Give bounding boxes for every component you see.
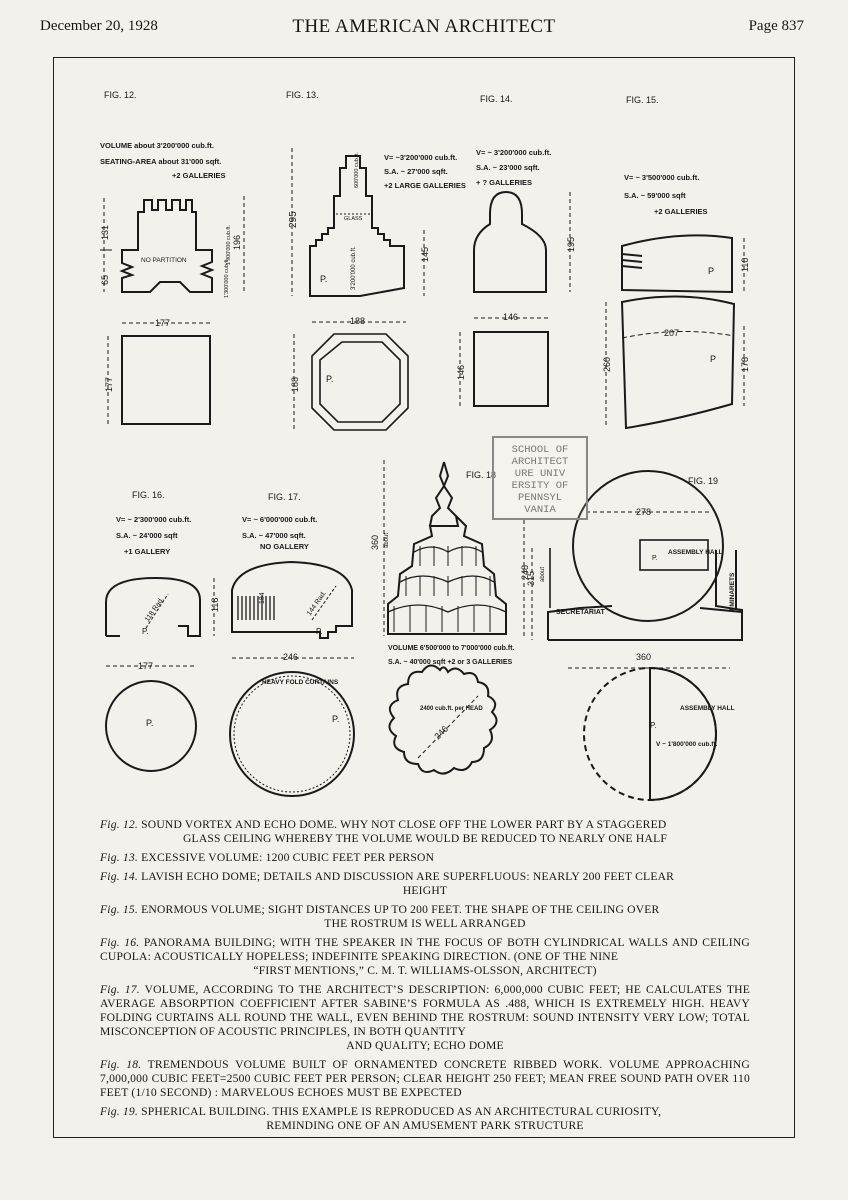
caption-fig12 [100, 818, 750, 846]
fig17-v: V= ~ 6'000'000 cub.ft. [242, 515, 318, 524]
stamp-line: VANIA [524, 504, 556, 516]
fig17-dim-246: 246 [283, 652, 299, 662]
fig19-p: P. [652, 555, 658, 562]
stamp-line: URE UNIV [514, 468, 566, 480]
fig13-vol-lower: 3'200'000 cub.ft. [351, 246, 357, 290]
fig12-dim-177-side: 177 [104, 376, 114, 392]
fig15-dim-207: 207 [664, 328, 680, 338]
fig13-glass: GLASS [344, 216, 363, 222]
fig15-section [622, 235, 732, 292]
caption-text: LAVISH ECHO DOME; DETAILS AND DISCUSSION ARE SUPERFLUOUS: NEARLY 200 FEET CLEAR [141, 870, 675, 883]
fig16-radius: 118 Rad. [143, 596, 166, 624]
fig12-seating: SEATING-AREA about 31'000 sqft. [100, 157, 222, 166]
fig12-volume: VOLUME about 3'200'000 cub.ft. [100, 141, 215, 150]
fig17-label: FIG. 17. [268, 492, 301, 502]
fig19-dim-315: 315 [526, 570, 536, 586]
fig19-hall2: ASSEMBLY HALL [680, 705, 735, 712]
fig14-galleries: + ? GALLERIES [476, 178, 533, 187]
fig12-label: FIG. 12. [104, 90, 137, 100]
caption-text: ENORMOUS VOLUME; SIGHT DISTANCES UP TO 200 FEET. THE SHAPE OF THE CEILING OVER [141, 903, 660, 916]
fig18-dim-246: 246 [432, 723, 451, 742]
fig19-p-plan: P. [650, 721, 657, 730]
caption-label: Fig. 15. [100, 903, 138, 916]
caption-label: Fig. 19. [100, 1105, 138, 1118]
fig16-v: V= ~ 2'300'000 cub.ft. [116, 515, 192, 524]
caption-fig18 [100, 1058, 750, 1100]
caption-fig19 [100, 1105, 750, 1133]
fig12-vol-upper: 1'900'000 cub.ft. [226, 224, 232, 265]
fig17-dim-184: 184 [259, 592, 266, 604]
header-date: December 20, 1928 [40, 18, 158, 34]
fig15-sa: S.A. ~ 59'000 sqft [624, 191, 686, 200]
page-number: Page 837 [748, 18, 804, 34]
fig15 [602, 95, 750, 428]
fig14-plan [474, 332, 548, 406]
caption-fig14 [100, 870, 750, 898]
fig12-dim-131: 131 [100, 224, 110, 240]
caption-label: Fig. 14. [100, 870, 138, 883]
fig19-v: V ~ 1'800'000 cub.ft. [656, 741, 718, 748]
fig12-dim-65: 65 [100, 274, 110, 285]
journal-title: THE AMERICAN ARCHITECT [292, 16, 556, 37]
fig15-dim-110: 110 [740, 257, 750, 272]
fig19-label: FIG. 19 [688, 476, 719, 486]
fig13-galleries: +2 LARGE GALLERIES [384, 181, 466, 190]
fig12-vol-lower: 1'300'000 cub.ft. [224, 257, 230, 298]
caption-label: Fig. 13. [100, 851, 138, 864]
fig13-p-plan: P. [326, 374, 334, 384]
fig12-galleries: +2 GALLERIES [172, 171, 226, 180]
fig15-dim-178: 178 [740, 356, 750, 372]
fig19-base [548, 550, 742, 640]
fig14-v: V= ~ 3'200'000 cub.ft. [476, 148, 552, 157]
fig15-label: FIG. 15. [626, 95, 659, 105]
fig16-dim-118: 118 [210, 597, 220, 612]
stamp-line: ERSITY OF [511, 480, 569, 492]
fig19 [526, 471, 742, 800]
fig16-galleries: +1 GALLERY [124, 547, 171, 556]
fig14-dim-146-top: 146 [503, 312, 519, 322]
caption-label: Fig. 17. [100, 983, 140, 996]
caption-text: VOLUME, ACCORDING TO THE ARCHITECT’S DESCRIPTION: 6,000,000 CUBIC FEET; HE CALCULATES THE AVERAGE ABSORPTION COEFFICIENT AFTER SABINE’S FORMULA AS .488, WHICH IS EXTREMELY HIGH. HEAVY FOLDING CURTAINS ALL ROUND THE WALL, EVEN BEHIND THE ROSTRUM: SOUND INTENSITY VERY LOW; TOTAL MISCONCEPTION OF ACOUSTIC PRINCIPLES, IN BOTH QUANTITY [100, 983, 751, 1038]
fig16-p-section: P. [142, 627, 149, 636]
fig16-p-plan: P. [146, 718, 154, 728]
fig13-dim-188-side: 188 [290, 376, 300, 392]
caption-last-line: AND QUALITY; ECHO DOME [346, 1039, 504, 1052]
fig18-per-head: 2400 cub.ft. per HEAD [420, 706, 483, 712]
caption-text: SOUND VORTEX AND ECHO DOME. WHY NOT CLOSE OFF THE LOWER PART BY A STAGGERED [141, 818, 667, 831]
caption-last-line: “FIRST MENTIONS,” C. M. T. WILLIAMS-OLSSON, ARCHITECT) [253, 964, 597, 977]
fig15-v: V= ~ 3'500'000 cub.ft. [624, 173, 700, 182]
caption-fig16 [100, 936, 750, 978]
fig16 [106, 490, 220, 771]
fig12-dim-196: 196 [232, 234, 242, 250]
fig17-p-section: P. [316, 627, 323, 636]
caption-label: Fig. 16. [100, 936, 140, 949]
fig12-plan [122, 336, 210, 424]
fig15-galleries: +2 GALLERIES [654, 207, 708, 216]
caption-text: TREMENDOUS VOLUME BUILT OF ORNAMENTED CONCRETE RIBBED WORK. VOLUME APPROACHING 7,000,000 CUBIC FEET=2500 CUBIC FEET PER PERSON; CLEAR HEIGHT 250 FEET; MEAN FREE SOUND PATH OVER 110 FEET (1/10 SECOND) : MARVELOUS ECHOES MUST BE EXPECTED [100, 1058, 750, 1099]
caption-text: PANORAMA BUILDING; WITH THE SPEAKER IN THE FOCUS OF BOTH CYLINDRICAL WALLS AND CEILING CUPOLA: ACOUSTICALLY HOPELESS; INDEFINITE SPEAKING DIRECTION. (ONE OF THE NINE [100, 936, 750, 963]
caption-last-line: THE ROSTRUM IS WELL ARRANGED [324, 917, 526, 930]
fig18-sa: S.A. ~ 40'000 sqft +2 or 3 GALLERIES [388, 659, 513, 666]
fig19-dim-360: 360 [636, 652, 652, 662]
fig16-sa: S.A. ~ 24'000 sqft [116, 531, 178, 540]
stamp-line: PENNSYL [517, 492, 563, 504]
fig19-hall: ASSEMBLY HALL [668, 549, 723, 556]
fig12 [100, 90, 244, 424]
fig18-dim-360: 360 [370, 534, 380, 550]
fig17-sa: S.A. ~ 47'000 sqft. [242, 531, 306, 540]
fig12-partition: NO PARTITION [141, 257, 187, 264]
fig13-dim-188-top: 188 [350, 316, 366, 326]
fig17-galleries: NO GALLERY [260, 542, 309, 551]
stamp-line: SCHOOL OF [511, 444, 569, 456]
fig15-p-plan: P [710, 354, 717, 364]
fig19-minarets: 4 MINARETS [729, 572, 736, 612]
fig18-about: about [384, 532, 390, 548]
fig17 [230, 492, 354, 796]
fig14-sa: S.A. ~ 23'000 sqft. [476, 163, 540, 172]
caption-last-line: REMINDING ONE OF AN AMUSEMENT PARK STRUCTURE [266, 1119, 584, 1132]
library-stamp [492, 436, 588, 520]
caption-fig13 [100, 851, 750, 865]
caption-text: SPHERICAL BUILDING. THIS EXAMPLE IS REPRODUCED AS AN ARCHITECTURAL CURIOSITY, [141, 1105, 662, 1118]
fig19-about: about [540, 566, 546, 582]
fig13-vol-upper: 600'000 cub.ft. [354, 152, 360, 188]
fig15-plan [622, 296, 734, 428]
fig13-p-section: P. [320, 274, 328, 284]
fig14 [456, 94, 576, 406]
fig18-dim-248: 248 [520, 564, 530, 580]
fig13-sa: S.A. ~ 27'000 sqft. [384, 167, 448, 176]
fig15-dim-260: 260 [602, 356, 612, 372]
fig19-secretariat: SECRETARIAT [556, 609, 605, 616]
fig15-p-section: P [708, 266, 715, 276]
fig13-v: V= ~3'200'000 cub.ft. [384, 153, 458, 162]
fig18-volume: VOLUME 6'500'000 to 7'000'000 cub.ft. [388, 645, 515, 652]
stamp-line: ARCHITECT [511, 456, 569, 468]
fig19-dim-278: 278 [636, 507, 652, 517]
fig17-curtains: HEAVY FOLD CURTAINS [262, 679, 339, 686]
caption-list [100, 818, 750, 1138]
fig14-section [474, 192, 546, 292]
caption-label: Fig. 18. [100, 1058, 142, 1071]
fig18-plan [389, 665, 496, 773]
caption-last-line: GLASS CEILING WHEREBY THE VOLUME WOULD BE REDUCED TO NEARLY ONE HALF [182, 832, 667, 845]
caption-fig15 [100, 903, 750, 931]
fig18-elevation [388, 462, 506, 634]
fig16-dim-177: 177 [138, 661, 154, 671]
fig19-sphere [573, 471, 723, 621]
fig13 [286, 90, 466, 430]
fig17-radius: 144 Rad. [305, 589, 328, 618]
fig14-dim-146-side: 146 [456, 364, 466, 380]
fig13-label: FIG. 13. [286, 90, 319, 100]
fig13-dim-295: 295 [288, 211, 299, 228]
caption-text: EXCESSIVE VOLUME: 1200 CUBIC FEET PER PERSON [141, 851, 435, 864]
caption-last-line: HEIGHT [402, 884, 448, 897]
fig12-section [122, 200, 212, 292]
fig12-dim-177-top: 177 [155, 318, 171, 328]
fig17-p-plan: P. [332, 714, 340, 724]
fig13-dim-145: 145 [420, 246, 430, 262]
caption-label: Fig. 12. [100, 818, 138, 831]
caption-fig17 [100, 983, 750, 1053]
fig16-label: FIG. 16. [132, 490, 165, 500]
fig14-label: FIG. 14. [480, 94, 513, 104]
fig17-plan [230, 672, 354, 796]
fig14-dim-195: 195 [566, 236, 576, 252]
fig18-label: FIG. 18 [466, 470, 497, 480]
